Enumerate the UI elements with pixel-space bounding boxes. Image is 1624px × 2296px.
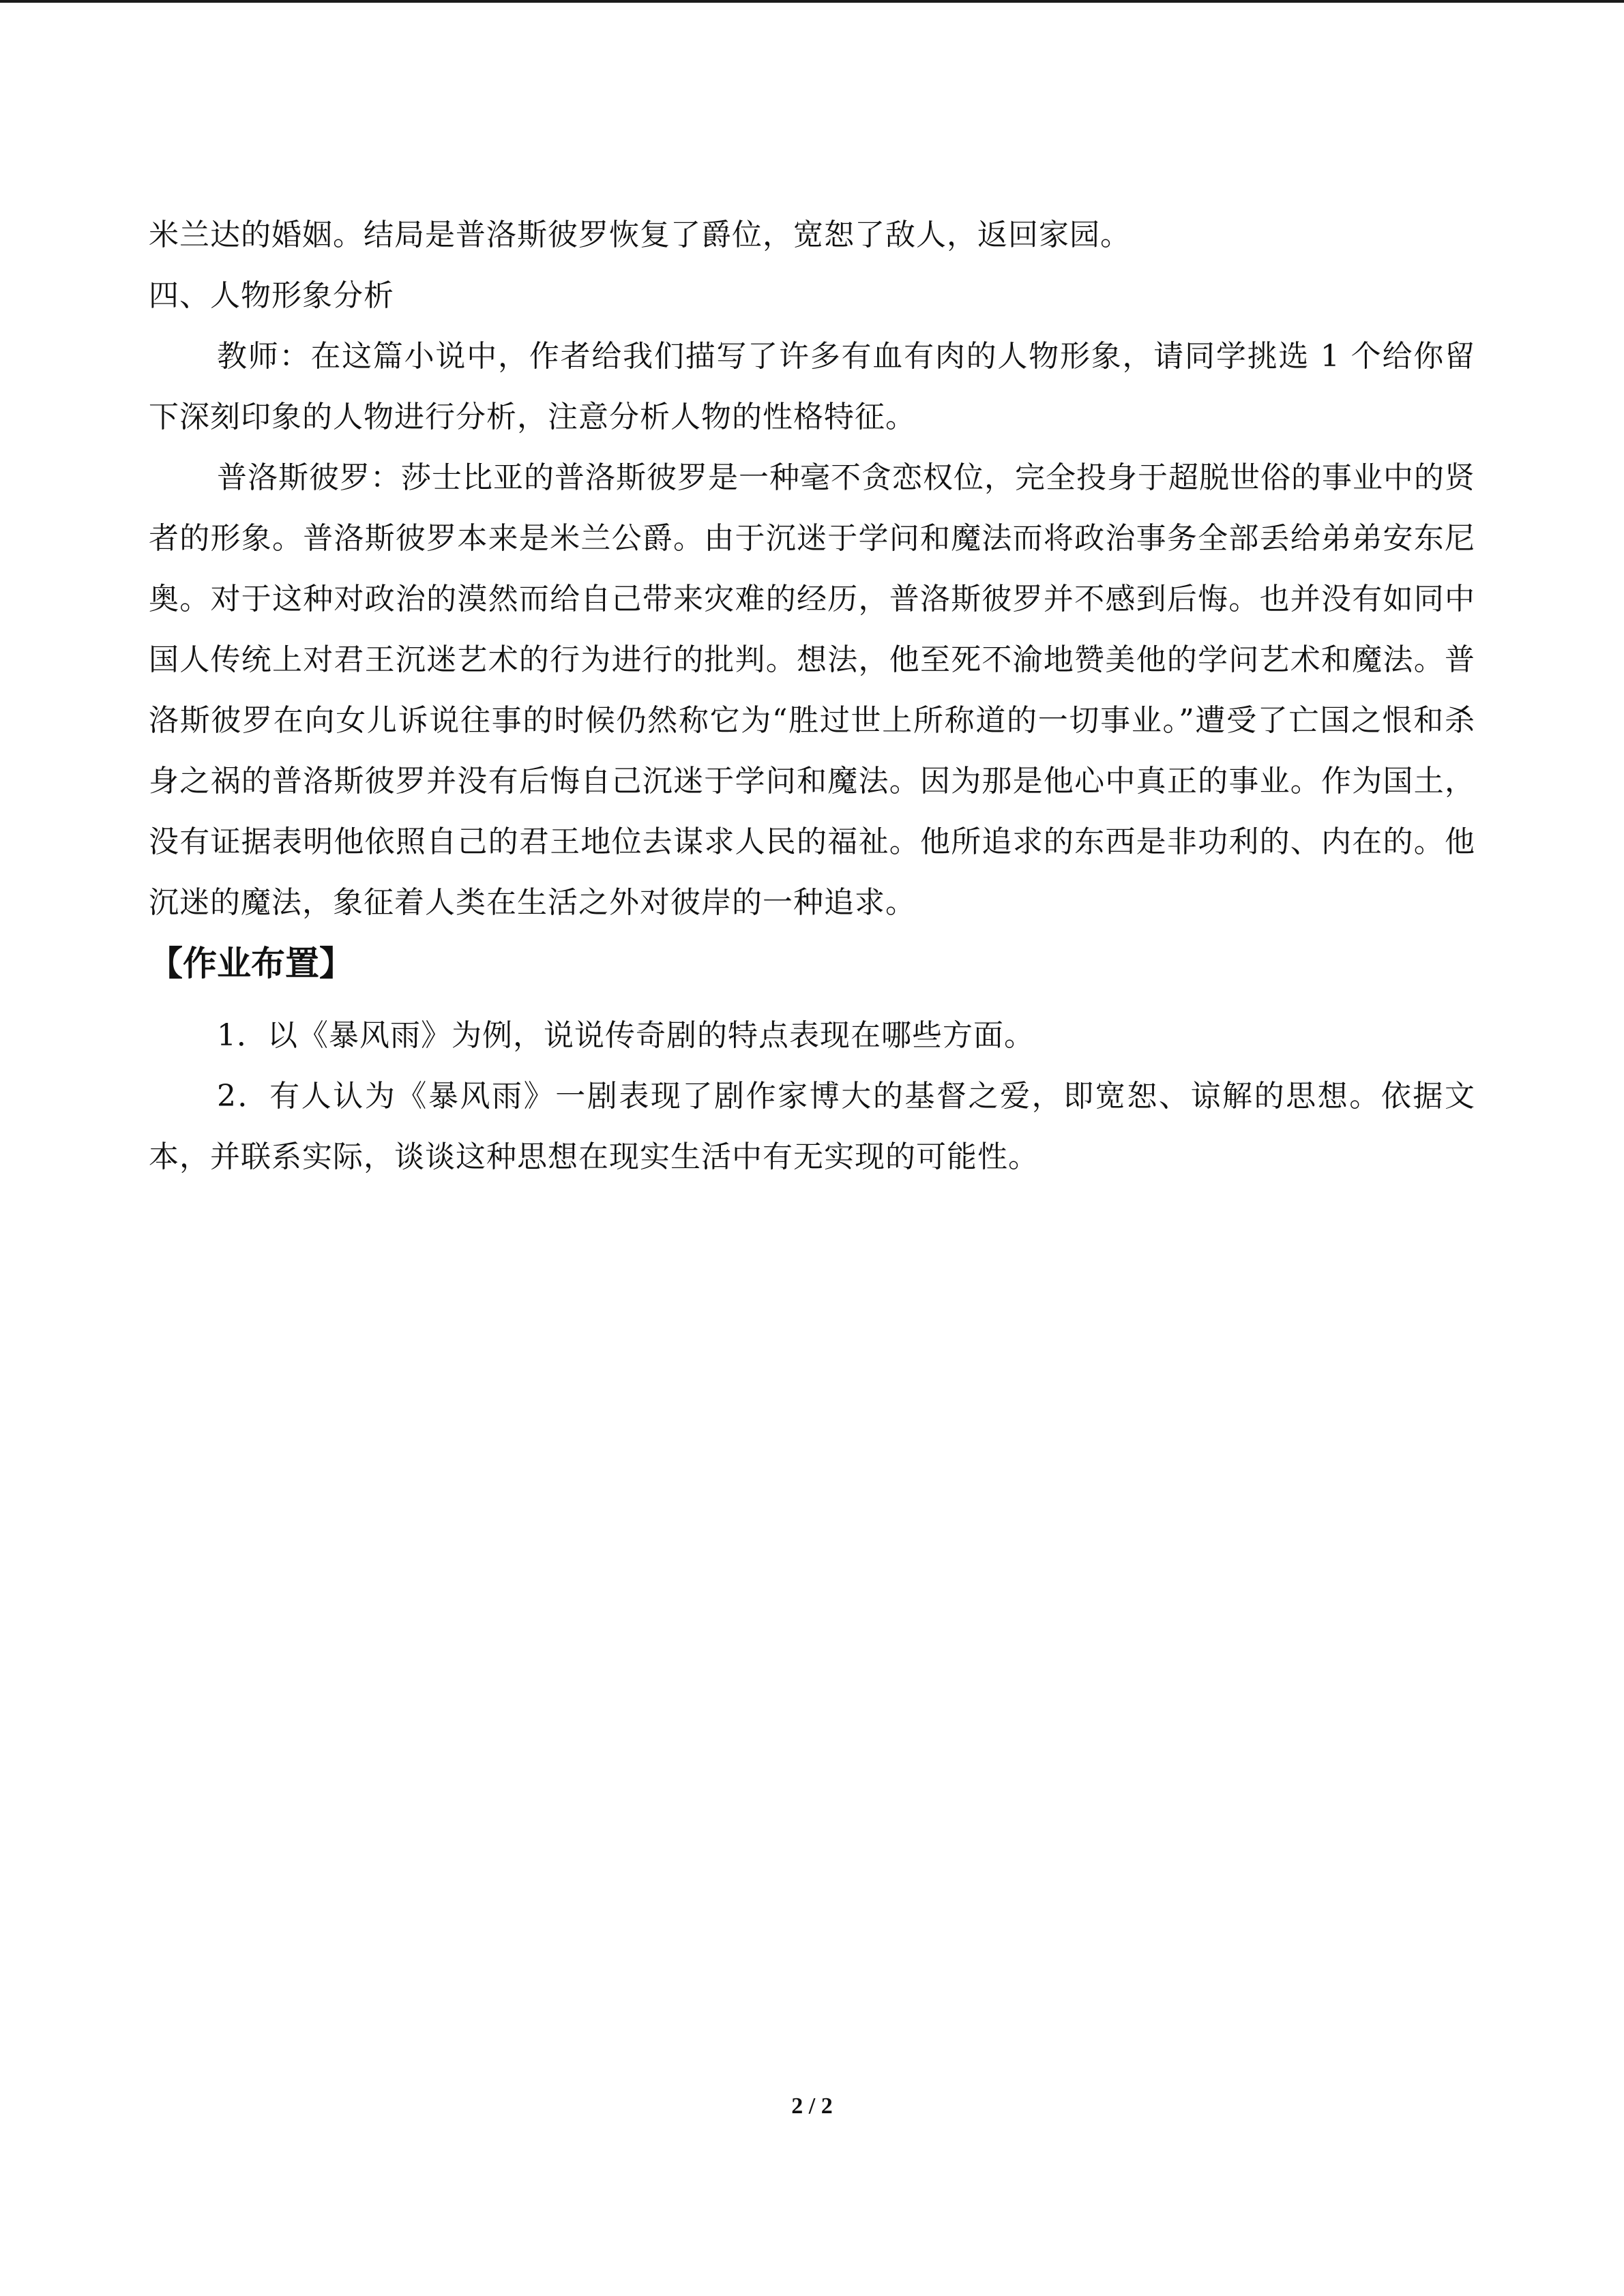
homework-item-1: 1．以《暴风雨》为例，说说传奇剧的特点表现在哪些方面。 (217, 1018, 1035, 1053)
homework-list (149, 1005, 1475, 1187)
document-body (149, 205, 1475, 1187)
paragraph-continuation: 米兰达的婚姻。结局是普洛斯彼罗恢复了爵位，宽恕了敌人，返回家园。 (149, 218, 1131, 252)
page-number: 2 / 2 (791, 2093, 833, 2119)
paragraph-prospero-analysis: 普洛斯彼罗：莎士比亚的普洛斯彼罗是一种毫不贪恋权位，完全投身于超脱世俗的事业中的贤者的形象。普洛斯彼罗本来是米兰公爵。由于沉迷于学问和魔法而将政治事务全部丢给弟弟安东尼奥。对于这种对政治的漠然而给自己带来灾难的经历，普洛斯彼罗并不感到后悔。也并没有如同中国人传统上对君王沉迷艺术的行为进行的批判。想法，他至死不渝地赞美他的学问艺术和魔法。普洛斯彼罗在向女儿诉说往事的时候仍然称它为“胜过世上所称道的一切事业。”遭受了亡国之恨和杀身之祸的普洛斯彼罗并没有后悔自己沉迷于学问和魔法。因为那是他心中真正的事业。作为国土，没有证据表明他依照自己的君王地位去谋求人民的福祉。他所追求的东西是非功利的、内在的。他沉迷的魔法，象征着人类在生活之外对彼岸的一种追求。 (149, 460, 1476, 920)
section-heading-character-analysis: 四、人物形象分析 (149, 278, 394, 313)
page-top-border (0, 0, 1624, 3)
homework-heading: 【作业布置】 (149, 944, 353, 983)
paragraph-teacher-prompt: 教师：在这篇小说中，作者给我们描写了许多有血有肉的人物形象，请同学挑选 1 个给你留下深刻印象的人物进行分析，注意分析人物的性格特征。 (149, 339, 1475, 434)
homework-item-2: 2．有人认为《暴风雨》一剧表现了剧作家博大的基督之爱，即宽恕、谅解的思想。依据文本，并联系实际，谈谈这种思想在现实生活中有无实现的可能性。 (149, 1079, 1475, 1174)
